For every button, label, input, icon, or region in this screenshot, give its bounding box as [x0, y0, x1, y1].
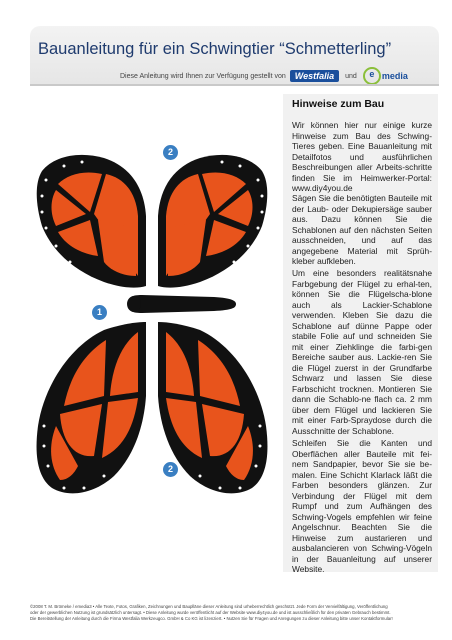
header-divider	[30, 84, 439, 86]
subtitle-text: Diese Anleitung wird Ihnen zur Verfügung gestellt von	[120, 72, 286, 80]
emedia-logo-text: media	[381, 71, 408, 81]
notes-paragraph-2: Sägen Sie die benötigten Bauteile mit der Laub- oder Dekupiersäge sauber aus. Dazu können Sie die Schablonen auf den nächsten Seiten ausschneiden, und auf das angegebene Material mit Sprüh-kleber aufkleben.	[292, 193, 432, 266]
footer-line-2: oder der gewerblichen Nutzung ist grundsätzlich untersagt. • Diese Anleitung wurde veröffentlicht auf der Website www.diy4you.de und ist ausschließlich für den privaten Gebrauch bestimmt.	[30, 610, 391, 615]
upper-wing-left	[37, 155, 146, 288]
marker-body: 1	[92, 305, 107, 320]
lower-wing-left	[37, 322, 146, 493]
provider-line	[120, 66, 408, 86]
upper-wing-right	[158, 155, 267, 288]
westfalia-logo: Westfalia	[290, 70, 339, 82]
notes-paragraph-4: Schleifen Sie die Kanten und Oberflächen aller Bauteile mit fei-nem Sandpapier, bevor Sie sie be-malen. Eine Schicht Klarlack läßt die Farben besonders glänzen. Zur Verbindung der Flügel mit dem Rumpf und zum Aufhängen des Schwing-Vogels empfehlen wir feine Angelschnur. Beachten Sie die Hinweise zum austarieren und ausbalancieren von Schwing-Vögeln in der Bauanleitung auf unserer Website.	[292, 438, 432, 574]
footer-line-1: ©2008 T. M. Brömeke / emedia3 • Alle Texte, Fotos, Grafiken, Zeichnungen und Bauplläne dieser Anleitung sind urheberrechtlich geschützt. Jede Form der Vervielfältigung, Veröffentlichung	[30, 604, 388, 609]
sidebar-title: Hinweise zum Bau	[292, 98, 385, 110]
butterfly-illustration	[34, 96, 270, 572]
and-text: und	[345, 72, 357, 80]
marker-upper-wing: 2	[163, 145, 178, 160]
page-title: Bauanleitung für ein Schwingtier “Schmetterling”	[38, 40, 392, 58]
butterfly-body	[127, 295, 236, 313]
notes-paragraph-1: Wir können hier nur einige kurze Hinweise zum Bau des Schwing-Tieres geben. Eine Bauanleitung mit Detailfotos und ausführlichen Beschreibungen aller Arbeits-schritte finden Sie im Heimwerker-Portal: www.diy4you.de	[292, 120, 432, 193]
copyright-footer	[30, 604, 442, 622]
footer-line-3: Die Bereitstellung der Anleitung durch die Firma Westfalia Werkzeugco. GmbH & Co KG ist lizenziert. • Nutzen Sie für Fragen und Anregungen zu dieser Anleitung bitte unser Kontaktformular!	[30, 616, 393, 621]
emedia-logo-mark: e	[363, 67, 381, 85]
emedia-logo	[363, 67, 408, 85]
marker-lower-wing: 2	[163, 462, 178, 477]
notes-paragraph-3: Um eine besonders realitätsnahe Farbgebung der Flügel zu erhal-ten, können Sie die Flügelscha-blone auch als Lackier-Schablone verwenden. Kleben Sie dazu die Schablone auf dünne Pappe oder stabile Folie auf und schneiden Sie mit einer Ziehklinge die farbi-gen Bereiche sauber aus. Lackie-ren Sie die Flügel zuerst in der Grundfarbe Schwarz und lassen Sie diese Farbschicht trocknen. Montieren Sie dann die Schablo-ne flach ca. 2 mm über dem Flügel und lackieren Sie mit einer Farb-Spraydose durch die Ausschnitte der Schablone.	[292, 268, 432, 436]
